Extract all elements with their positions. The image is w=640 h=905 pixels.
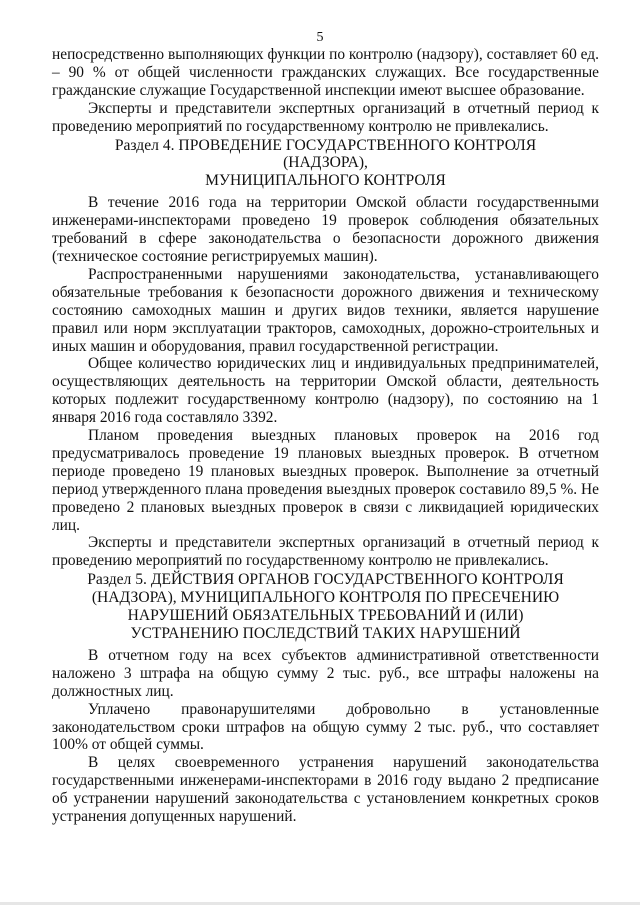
section-heading-line: (НАДЗОРА), МУНИЦИПАЛЬНОГО КОНТРОЛЯ ПО ПРЕСЕЧЕНИЮ (91, 589, 560, 607)
section-heading-line: УСТРАНЕНИЮ ПОСЛЕДСТВИЙ ТАКИХ НАРУШЕНИЙ (130, 625, 521, 642)
section-heading-line: Раздел 5. ДЕЙСТВИЯ ОРГАНОВ ГОСУДАРСТВЕННОГО КОНТРОЛЯ (87, 571, 564, 589)
section-heading (52, 571, 599, 643)
section-heading-line: (НАДЗОРА), (283, 154, 368, 172)
paragraph: Планом проведения выездных плановых проверок на 2016 год предусматривалось проведение 19 плановых выездных проверок. В отчетном периоде проведено 19 плановых выездных проверок. Выполнение за отчетный период утвержденного плана проведения выездных проверок составило 89,5 %. Не проведено 2 плановых выездных проверок в связи с ликвидацией юридических лиц. (52, 427, 599, 534)
paragraph: Общее количество юридических лиц и индивидуальных предпринимателей, осуществляющих деятельность на территории Омской области, деятельность которых подлежит государственному контролю (надзору), по состоянию на 1 января 2016 года составляло 3392. (52, 355, 599, 427)
section-heading (52, 137, 599, 191)
paragraph: Уплачено правонарушителями добровольно в установленные законодательством сроки штрафов на общую сумму 2 тыс. руб., что составляет 100% от общей суммы. (52, 700, 599, 754)
section-heading-line: Раздел 4. ПРОВЕДЕНИЕ ГОСУДАРСТВЕННОГО КОНТРОЛЯ (114, 136, 537, 154)
paragraph: Распространенными нарушениями законодательства, устанавливающего обязательные требования к безопасности дорожного движения и техническому состоянию самоходных машин и других видов техники, является нарушение правил или норм эксплуатации тракторов, самоходных, дорожно-строительных и иных машин и оборудования, правил государственной регистрации. (52, 265, 599, 355)
paragraph: В целях своевременного устранения нарушений законодательства государственными инженерами-инспекторами в 2016 году выдано 2 предписание об устранении нарушений законодательства с установлением конкретных сроков устранения допущенных нарушений. (52, 754, 599, 826)
paragraph: Эксперты и представители экспертных организаций в отчетный период к проведению мероприятий по государственному контролю не привлекались. (52, 99, 599, 135)
paragraph: В течение 2016 года на территории Омской области государственными инженерами-инспекторами проведено 19 проверок соблюдения обязательных требований в сфере законодательства о безопасности дорожного движения (техническое состояние регистрируемых машин). (52, 194, 599, 265)
section-heading-line: МУНИЦИПАЛЬНОГО КОНТРОЛЯ (205, 172, 446, 190)
page-number: 5 (316, 30, 324, 45)
paragraph: В отчетном году на всех субъектов административной ответственности наложено 3 штрафа на общую сумму 2 тыс. руб., все штрафы наложены на должностных лиц. (52, 646, 599, 700)
document-body (52, 46, 599, 826)
section-heading-line: НАРУШЕНИЙ ОБЯЗАТЕЛЬНЫХ ТРЕБОВАНИЙ И (ИЛИ) (127, 607, 524, 625)
paragraph: непосредственно выполняющих функции по контролю (надзору), составляет 60 ед. – 90 % от общей численности гражданских служащих. Все государственные гражданские служащие Государственной инспекции имеют высшее образование. (52, 46, 599, 99)
paragraph: Эксперты и представители экспертных организаций в отчетный период к проведению мероприятий по государственному контролю не привлекались. (52, 534, 599, 570)
